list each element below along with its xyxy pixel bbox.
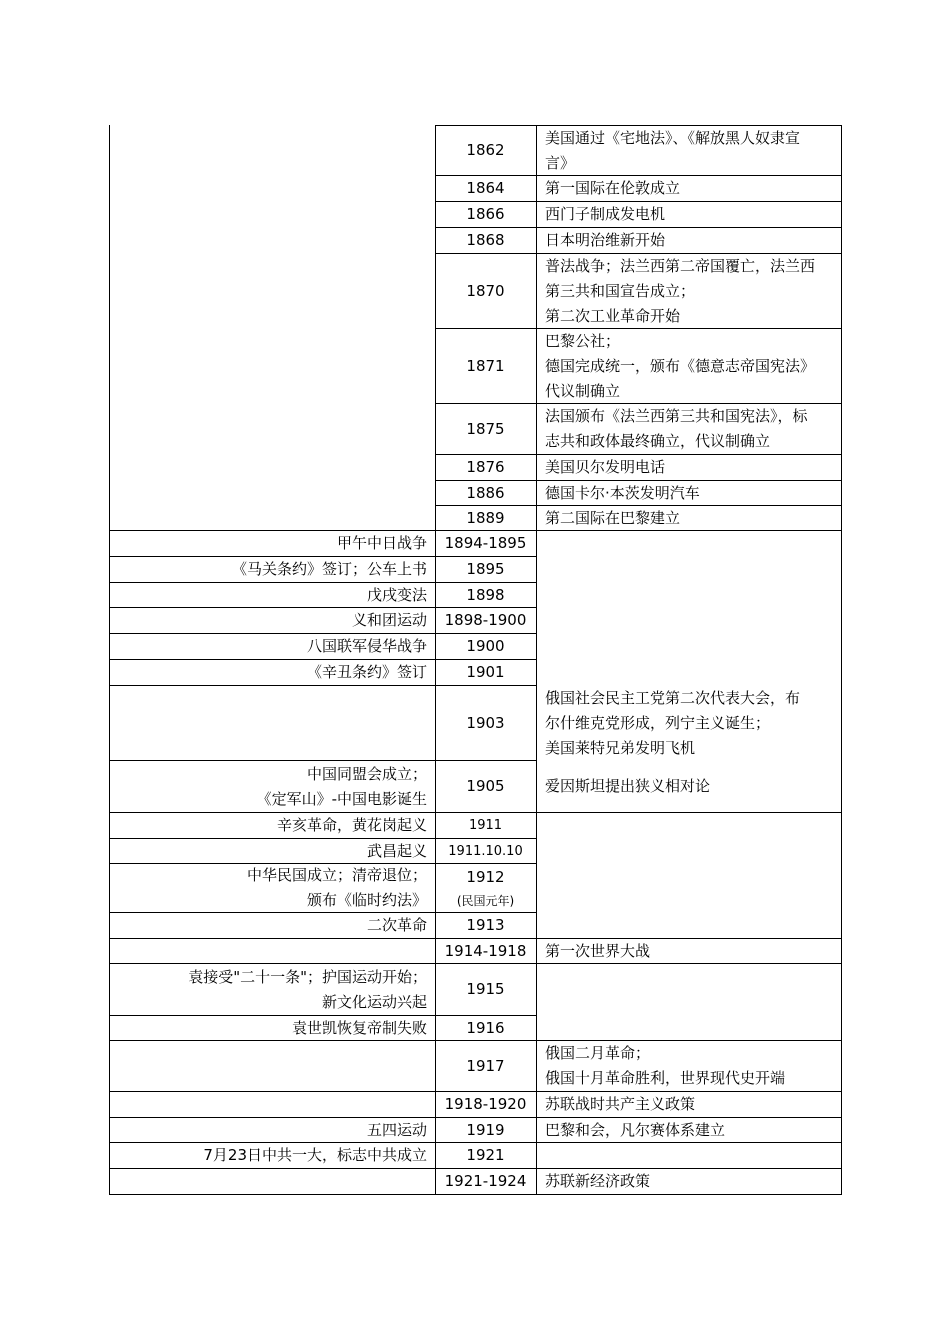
world-event-cell	[545, 176, 837, 201]
world-event-cell	[545, 202, 837, 227]
world-event-cell-line: 第三共和国宣告成立；	[545, 281, 696, 300]
china-event-cell-line: 戊戌变法	[366, 585, 427, 604]
year-cell-text: 1895	[466, 560, 505, 578]
year-note: (民国元年)	[456, 893, 515, 908]
row-border-china	[109, 685, 436, 686]
year-cell	[436, 1016, 535, 1040]
year-cell	[436, 583, 535, 607]
year-cell-text: 1871	[466, 356, 505, 375]
world-event-cell	[545, 1041, 837, 1091]
world-event-cell	[545, 481, 837, 505]
world-event-cell-line: 普法战争；法兰西第二帝国覆亡，法兰西	[545, 256, 816, 275]
world-event-cell-line: 俄国二月革命；	[545, 1044, 651, 1062]
world-event-cell	[545, 254, 837, 328]
year-cell	[436, 1041, 535, 1091]
year-cell-text: 1901	[466, 663, 505, 681]
china-event-cell	[109, 583, 427, 607]
year-cell-text: 1921-1924	[444, 1172, 527, 1190]
world-event-cell-line: 巴黎和会，凡尔赛体系建立	[545, 1120, 726, 1139]
world-event-cell	[545, 126, 837, 175]
year-cell	[436, 660, 535, 685]
year-cell-text: 1911.10.10	[448, 843, 523, 859]
table-bottom-border	[109, 1194, 842, 1195]
year-cell	[436, 864, 535, 912]
china-event-cell-line: 义和团运动	[351, 611, 427, 629]
year-cell	[436, 228, 535, 253]
year-cell	[436, 176, 535, 201]
year-cell-text: 1900	[466, 637, 505, 655]
table-right-border	[841, 125, 842, 1195]
china-event-cell	[109, 531, 427, 556]
world-event-cell-line: 第二国际在巴黎建立	[545, 508, 681, 527]
world-event-cell-line: 言》	[545, 153, 576, 172]
year-cell	[436, 481, 535, 505]
world-event-cell-line: 日本明治维新开始	[545, 231, 666, 249]
year-cell	[436, 531, 535, 556]
world-event-cell-line: 美国莱特兄弟发明飞机	[545, 738, 696, 757]
year-cell-text: 1918-1920	[444, 1095, 527, 1113]
year-cell-text: 1864	[466, 179, 505, 197]
world-event-cell	[545, 228, 837, 253]
china-event-cell-line: 二次革命	[366, 916, 427, 934]
china-event-cell-line: 中华民国成立；清帝退位；	[246, 866, 427, 884]
year-cell-text: 1876	[466, 458, 505, 476]
china-event-cell	[109, 660, 427, 685]
world-event-cell	[545, 761, 837, 812]
world-event-cell-line: 德国卡尔·本茨发明汽车	[545, 483, 700, 502]
world-event-cell-line: 美国通过《宅地法》、《解放黑人奴隶宣	[545, 128, 801, 147]
china-event-cell-line: 甲午中日战争	[336, 534, 427, 552]
year-cell	[436, 329, 535, 403]
year-cell-text: 1875	[466, 419, 505, 438]
year-cell	[436, 913, 535, 938]
china-event-cell-line: 武昌起义	[366, 841, 427, 860]
world-event-cell-line: 第一次世界大战	[545, 941, 651, 960]
year-cell-text: 1917	[466, 1056, 505, 1075]
year-cell	[436, 202, 535, 227]
year-cell	[436, 126, 535, 175]
year-cell-text: 1862	[466, 141, 505, 159]
year-cell	[436, 813, 535, 838]
world-event-cell-line: 苏联新经济政策	[545, 1172, 651, 1190]
world-event-cell-line: 西门子制成发电机	[545, 205, 666, 223]
world-event-cell-line: 爱因斯坦提出狭义相对论	[545, 777, 711, 795]
year-cell-text: 1912	[466, 867, 505, 886]
year-cell	[436, 1169, 535, 1194]
year-cell	[436, 964, 535, 1015]
world-event-cell	[545, 1118, 837, 1142]
year-cell	[436, 634, 535, 659]
china-event-cell-line: 袁接受"二十一条"；护国运动开始；	[188, 967, 427, 986]
world-event-cell-line: 志共和政体最终确立，代议制确立	[545, 432, 771, 450]
year-cell-text: 1866	[466, 205, 505, 223]
china-event-cell	[109, 864, 427, 912]
china-event-cell	[109, 964, 427, 1015]
year-cell-text: 1905	[466, 777, 505, 795]
year-cell-text: 1913	[466, 916, 505, 934]
china-event-cell-line: 辛亥革命，黄花岗起义	[276, 816, 427, 834]
year-cell-text: 1889	[466, 508, 505, 527]
china-event-cell-line: 《定军山》-中国电影诞生	[256, 789, 427, 808]
year-cell-text: 1916	[466, 1018, 505, 1037]
china-event-cell	[109, 1143, 427, 1168]
year-cell-text: 1886	[466, 483, 505, 502]
china-event-cell-line: 7月23日中共一大，标志中共成立	[203, 1146, 427, 1164]
china-event-cell	[109, 913, 427, 938]
year-cell-text: 1903	[466, 713, 505, 732]
year-cell	[436, 1118, 535, 1142]
china-event-cell-line: 八国联军侵华战争	[306, 637, 427, 655]
world-event-cell	[545, 1169, 837, 1194]
china-event-cell-line: 《辛丑条约》签订	[306, 663, 427, 681]
china-event-cell-line: 《马关条约》签订；公车上书	[231, 560, 427, 578]
china-event-cell-line: 新文化运动兴起	[321, 992, 427, 1011]
year-cell	[436, 557, 535, 582]
year-cell	[436, 404, 535, 454]
row-border-china	[109, 938, 436, 939]
world-event-cell-line: 俄国社会民主工党第二次代表大会，布	[545, 688, 801, 707]
world-event-cell	[545, 404, 837, 454]
year-cell-text: 1919	[466, 1120, 505, 1139]
year-cell-text: 1898-1900	[444, 611, 527, 629]
china-event-cell	[109, 634, 427, 659]
year-cell	[436, 506, 535, 530]
china-event-cell	[109, 608, 427, 633]
china-event-cell-line: 中国同盟会成立；	[306, 764, 427, 783]
row-border-china	[109, 1091, 436, 1092]
world-event-cell	[545, 1092, 837, 1117]
year-cell	[436, 608, 535, 633]
year-cell	[436, 254, 535, 328]
year-cell-text: 1914-1918	[444, 941, 527, 960]
world-event-cell-line: 尔什维克党形成，列宁主义诞生；	[545, 713, 771, 732]
world-event-cell-line: 俄国十月革命胜利，世界现代史开端	[545, 1069, 786, 1087]
year-cell-text: 1911	[468, 818, 503, 833]
china-event-cell-line: 袁世凯恢复帝制失败	[291, 1018, 427, 1037]
world-event-cell-line: 法国颁布《法兰西第三共和国宪法》，标	[545, 407, 808, 425]
year-cell	[436, 939, 535, 963]
year-cell-text: 1894-1895	[444, 534, 527, 552]
china-event-cell-line: 颁布《临时约法》	[306, 891, 427, 909]
year-cell	[436, 839, 535, 863]
world-event-cell-line: 德国完成统一，颁布《德意志帝国宪法》	[545, 356, 816, 375]
year-cell-text: 1870	[466, 281, 505, 300]
world-event-cell-line: 美国贝尔发明电话	[545, 458, 666, 476]
world-event-cell-line: 巴黎公社；	[545, 331, 621, 350]
year-cell-text: 1868	[466, 231, 505, 249]
world-event-cell	[545, 939, 837, 963]
world-event-cell-line: 苏联战时共产主义政策	[545, 1095, 696, 1113]
row-border-china	[109, 1168, 436, 1169]
world-event-cell	[545, 506, 837, 530]
year-cell	[436, 1092, 535, 1117]
year-cell	[436, 1143, 535, 1168]
year-cell-text: 1921	[466, 1146, 505, 1164]
world-event-cell	[545, 329, 837, 403]
china-event-cell-line: 五四运动	[366, 1120, 427, 1139]
world-event-cell	[545, 686, 837, 760]
china-event-cell	[109, 557, 427, 582]
china-event-cell	[109, 761, 427, 812]
year-cell-text: 1898	[466, 585, 505, 604]
world-event-cell-line: 第一国际在伦敦成立	[545, 179, 681, 197]
china-event-cell	[109, 813, 427, 838]
world-event-cell-line: 代议制确立	[545, 381, 621, 400]
china-event-cell	[109, 1016, 427, 1040]
world-event-cell-line: 第二次工业革命开始	[545, 306, 681, 325]
row-border-event	[536, 812, 842, 813]
year-cell-text: 1915	[466, 980, 505, 998]
china-event-cell	[109, 1118, 427, 1142]
china-event-cell	[109, 839, 427, 863]
column-divider-year-event	[536, 125, 537, 1195]
world-event-cell	[545, 455, 837, 480]
year-cell	[436, 761, 535, 812]
year-cell	[436, 455, 535, 480]
year-cell	[436, 686, 535, 760]
